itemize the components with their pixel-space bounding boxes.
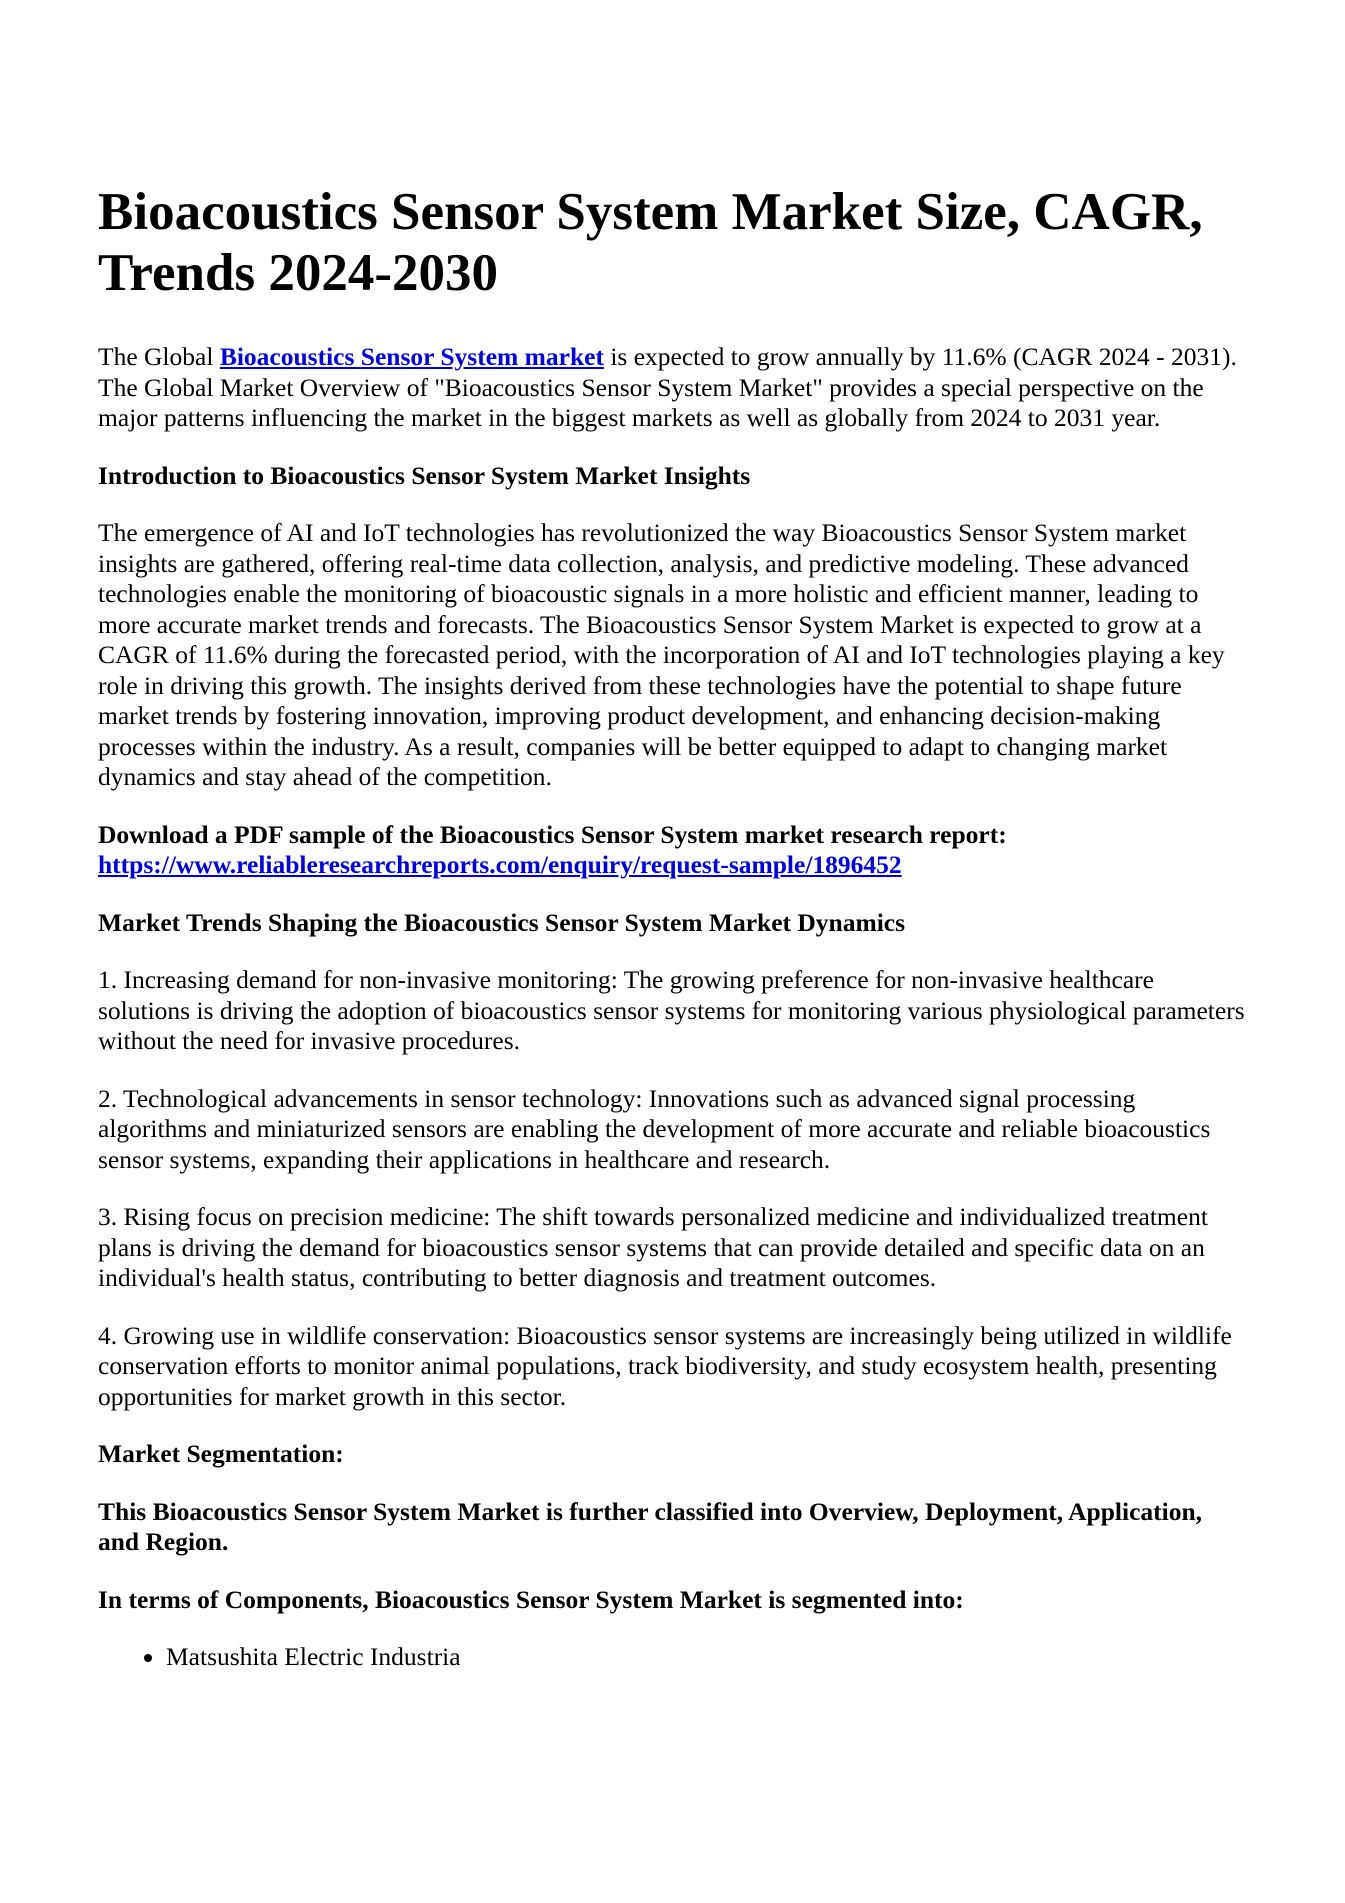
trend-item: 3. Rising focus on precision medicine: The shift towards personalized medicine and individualized treatment plans is driving the demand for bioacoustics sensor systems that can provide detailed and specific data on an individual's health status, contributing to better diagnosis and treatment outcomes.: [98, 1202, 1208, 1292]
section-intro-body: The emergence of AI and IoT technologies has revolutionized the way Bioacoustics Sensor System market insights are gathered, offering real-time data collection, analysis, and predictive modeling. These advanced technologies enable the monitoring of bioacoustic signals in a more holistic and efficient manner, leading to more accurate market trends and forecasts. The Bioacoustics Sensor System Market is expected to grow at a CAGR of 11.6% during the forecasted period, with the incorporation of AI and IoT technologies playing a key role in driving this growth. The insights derived from these technologies have the potential to shape future market trends by fostering innovation, improving product development, and enhancing decision-making processes within the industry. As a result, companies will be better equipped to adapt to changing market dynamics and stay ahead of the competition.: [98, 518, 1225, 791]
section-intro-heading: Introduction to Bioacoustics Sensor System Market Insights: [98, 460, 751, 490]
download-label: Download a PDF sample of the Bioacoustics Sensor System market research report:: [98, 819, 1007, 849]
segmentation-body: This Bioacoustics Sensor System Market is further classified into Overview, Deployment, Application, and Region.: [98, 1496, 1203, 1556]
intro-paragraph: [98, 342, 1249, 434]
trends-heading: Market Trends Shaping the Bioacoustics Sensor System Market Dynamics: [98, 907, 906, 937]
sample-report-link[interactable]: https://www.reliableresearchreports.com/enquiry/request-sample/1896452: [98, 850, 902, 879]
market-link[interactable]: Bioacoustics Sensor System market: [219, 342, 604, 371]
intro-suffix: is expected to grow annually by 11.6% (CAGR 2024 - 2031). The Global Market Overview of "Bioacoustics Sensor System Market" provides a special perspective on the major patterns influencing the market in the biggest markets as well as globally from 2024 to 2031 year.: [98, 342, 1237, 432]
list-item: • Matsushita Electric Industria: [166, 1642, 1249, 1673]
trend-item: 4. Growing use in wildlife conservation: Bioacoustics sensor systems are increasingly being utilized in wildlife conservation efforts to monitor animal populations, track biodiversity, and study ecosystem health, presenting opportunities for market growth in this sector.: [98, 1320, 1232, 1411]
segmentation-heading: Market Segmentation:: [98, 1439, 344, 1468]
page-title: Bioacoustics Sensor System Market Size, CAGR, Trends 2024-2030: [98, 183, 1203, 302]
components-heading: In terms of Components, Bioacoustics Sensor System Market is segmented into:: [98, 1584, 964, 1614]
trend-item: 2. Technological advancements in sensor technology: Innovations such as advanced signal processing algorithms and miniaturized sensors are enabling the development of more accurate and reliable bioacoustics sensor systems, expanding their applications in healthcare and research.: [98, 1083, 1211, 1174]
intro-prefix: The Global: [98, 342, 220, 371]
components-list: [98, 1642, 1249, 1673]
download-block: [98, 820, 1249, 881]
trend-item: 1. Increasing demand for non-invasive monitoring: The growing preference for non-invasive healthcare solutions is driving the adoption of bioacoustics sensor systems for monitoring various physiological parameters without the need for invasive procedures.: [98, 965, 1245, 1055]
